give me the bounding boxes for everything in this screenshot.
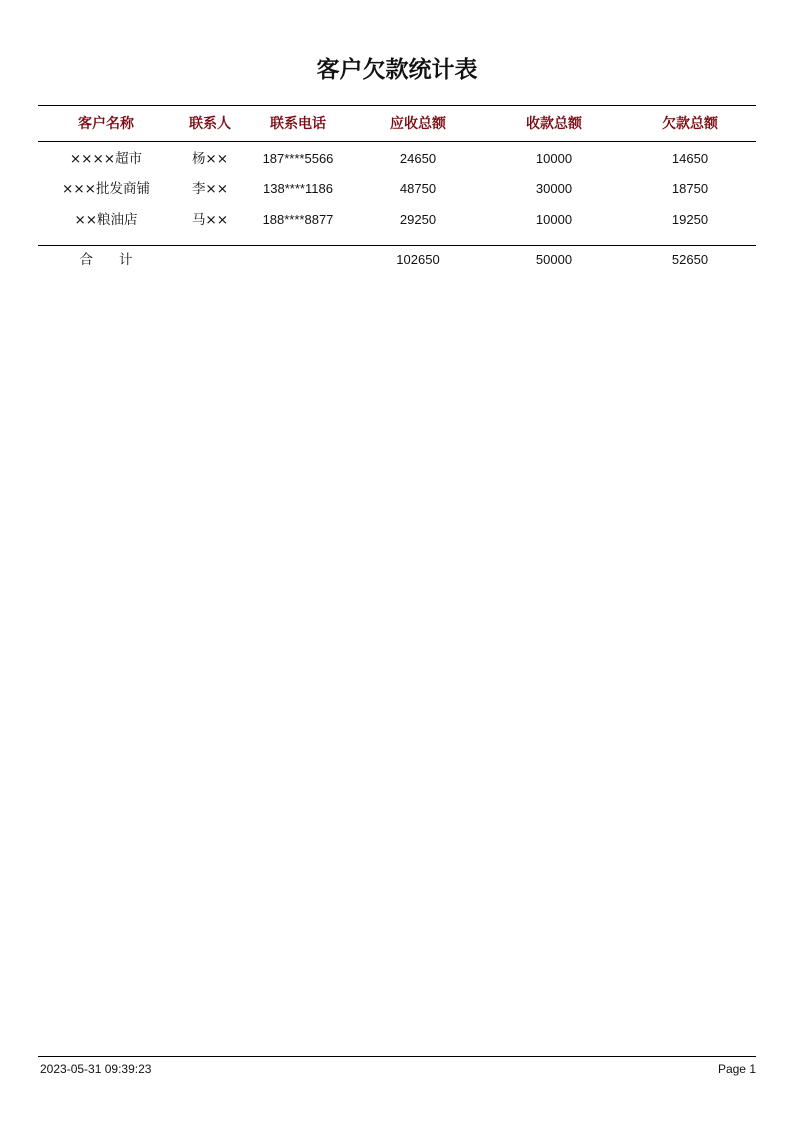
row-contact-person: 李××: [191, 181, 229, 197]
row-received: 10000: [535, 212, 573, 227]
report-title: 客户欠款统计表: [316, 56, 478, 83]
row-phone: 187****5566: [262, 151, 334, 166]
row-customer-name: ××粮油店: [74, 212, 138, 228]
table-header-rule: [38, 141, 756, 142]
row-receivable: 48750: [399, 181, 437, 196]
footer-rule: [38, 1056, 756, 1057]
row-owed: 19250: [671, 212, 709, 227]
total-owed: 52650: [671, 252, 709, 267]
row-received: 30000: [535, 181, 573, 196]
total-label: [38, 249, 174, 271]
row-contact-person: 杨××: [191, 151, 229, 167]
row-receivable: 24650: [399, 151, 437, 166]
table-total-rule: [38, 245, 756, 246]
header-contact-person: 联系人: [189, 116, 231, 132]
footer-page-number: Page 1: [717, 1062, 756, 1076]
row-customer-name: ××××超市: [69, 151, 143, 167]
header-receivable-total: 应收总额: [390, 116, 446, 132]
row-owed: 18750: [671, 181, 709, 196]
row-customer-name: ×××批发商铺: [62, 181, 150, 197]
header-owed-total: 欠款总额: [662, 116, 718, 132]
row-phone: 138****1186: [263, 181, 333, 196]
row-received: 10000: [535, 151, 573, 166]
table-top-rule: [38, 105, 756, 106]
row-phone: 188****8877: [262, 212, 334, 227]
total-receivable: 102650: [396, 252, 440, 267]
total-received: 50000: [535, 252, 573, 267]
row-receivable: 29250: [399, 212, 437, 227]
header-received-total: 收款总额: [526, 116, 582, 132]
total-label-part2: 计: [119, 252, 133, 268]
row-contact-person: 马××: [191, 212, 229, 228]
header-phone: 联系电话: [270, 116, 326, 132]
total-label-part1: 合: [79, 252, 93, 268]
footer-timestamp: 2023-05-31 09:39:23: [40, 1062, 152, 1076]
header-customer-name: 客户名称: [78, 116, 134, 132]
row-owed: 14650: [671, 151, 709, 166]
